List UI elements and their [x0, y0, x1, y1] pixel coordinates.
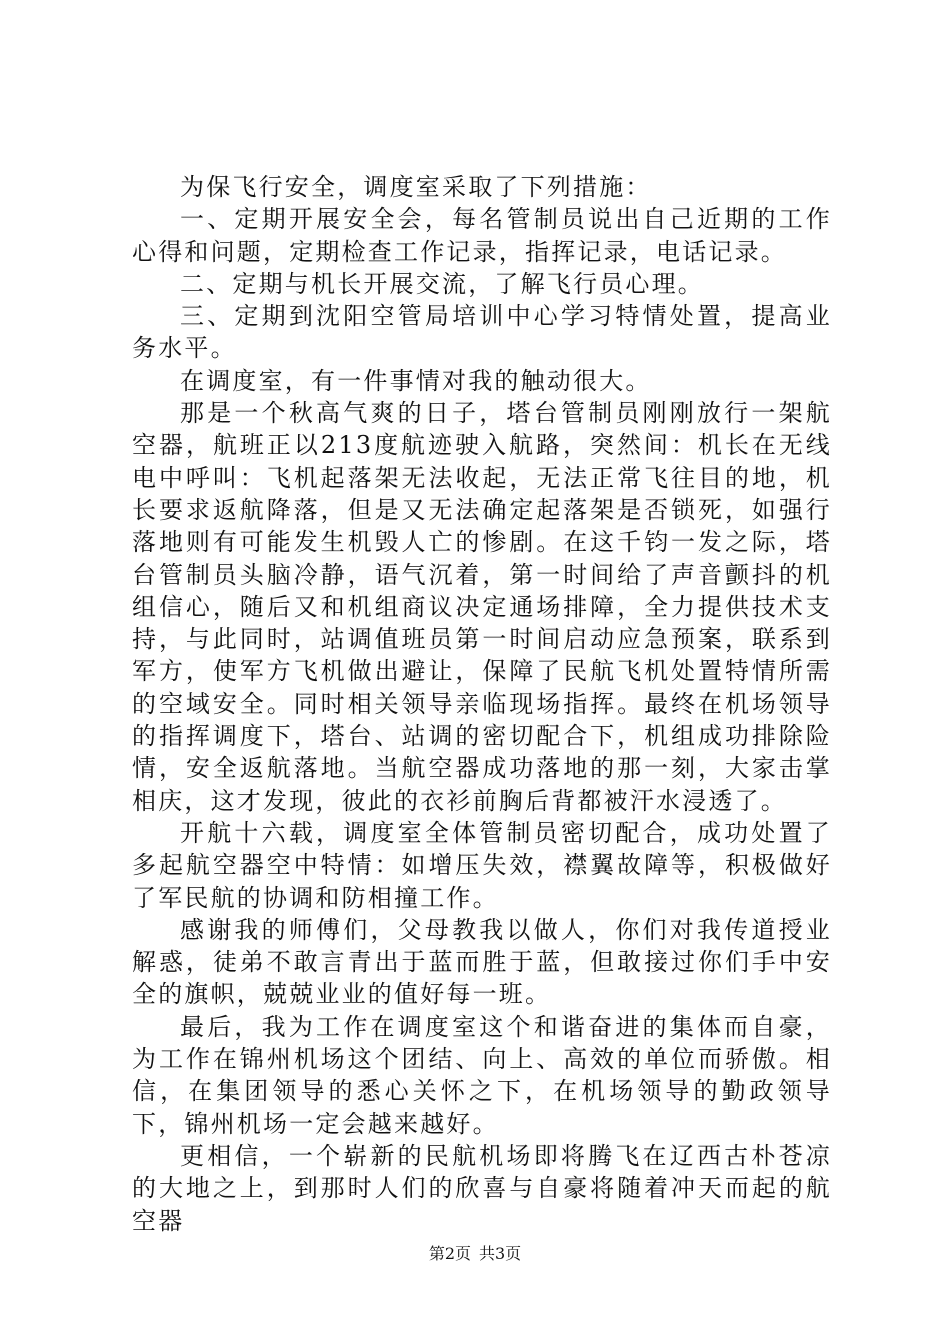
paragraph-measures-intro: 为保飞行安全，调度室采取了下列措施： — [180, 173, 652, 201]
paragraph-thanks: 感谢我的师傅们，父母教我以做人，你们对我传道授业解惑，徒弟不敢言青出于蓝而胜于蓝，但敢接过你们手中安全的旗帜，兢兢业业的值好每一班。 — [132, 915, 832, 1009]
page-number: 第2页 — [428, 1244, 471, 1263]
page-footer — [0, 1244, 950, 1264]
paragraph-outlook: 更相信，一个崭新的民航机场即将腾飞在辽西古朴苍凉的大地之上，到那时人们的欣喜与自豪将随着冲天而起的航空器 — [132, 1141, 832, 1235]
paragraph-measure-2: 二、定期与机长开展交流，了解飞行员心理。 — [180, 269, 704, 298]
paragraph-measure-3: 三、定期到沈阳空管局培训中心学习特情处置，提高业务水平。 — [132, 302, 832, 363]
paragraph-measure-1: 一、定期开展安全会，每名管制员说出自己近期的工作心得和问题，定期检查工作记录，指挥记录，电话记录。 — [132, 205, 832, 266]
total-pages: 共3页 — [479, 1244, 522, 1263]
paragraph-event-story: 那是一个秋高气爽的日子，塔台管制员刚刚放行一架航空器，航班正以213度航迹驶入航路，突然间：机长在无线电中呼叫：飞机起落架无法收起，无法正常飞往目的地，机长要求返航降落，但是又无法确定起落架是否锁死，如强行落地则有可能发生机毁人亡的惨剧。在这千钧一发之际，塔台管制员头脑冷静，语气沉着，第一时间给了声音颤抖的机组信心，随后又和机组商议决定通场排障，全力提供技术支持，与此同时，站调值班员第一时间启动应急预案，联系到军方，使军方飞机做出避让，保障了民航飞机处置特情所需的空域安全。同时相关领导亲临现场指挥。最终在机场领导的指挥调度下，塔台、站调的密切配合下，机组成功排除险情，安全返航落地。当航空器成功落地的那一刻，大家击掌相庆，这才发现，彼此的衣衫前胸后背都被汗水浸透了。 — [132, 399, 832, 815]
paragraph-sixteen-years: 开航十六载，调度室全体管制员密切配合，成功处置了多起航空器空中特情：如增压失效，襟翼故障等，积极做好了军民航的协调和防相撞工作。 — [132, 818, 832, 912]
document-body — [132, 171, 832, 1237]
paragraph-conclusion: 最后，我为工作在调度室这个和谐奋进的集体而自豪，为工作在锦州机场这个团结、向上、高效的单位而骄傲。相信，在集团领导的悉心关怀之下，在机场领导的勤政领导下，锦州机场一定会越来越好。 — [132, 1012, 832, 1138]
paragraph-event-intro: 在调度室，有一件事情对我的触动很大。 — [180, 366, 652, 395]
